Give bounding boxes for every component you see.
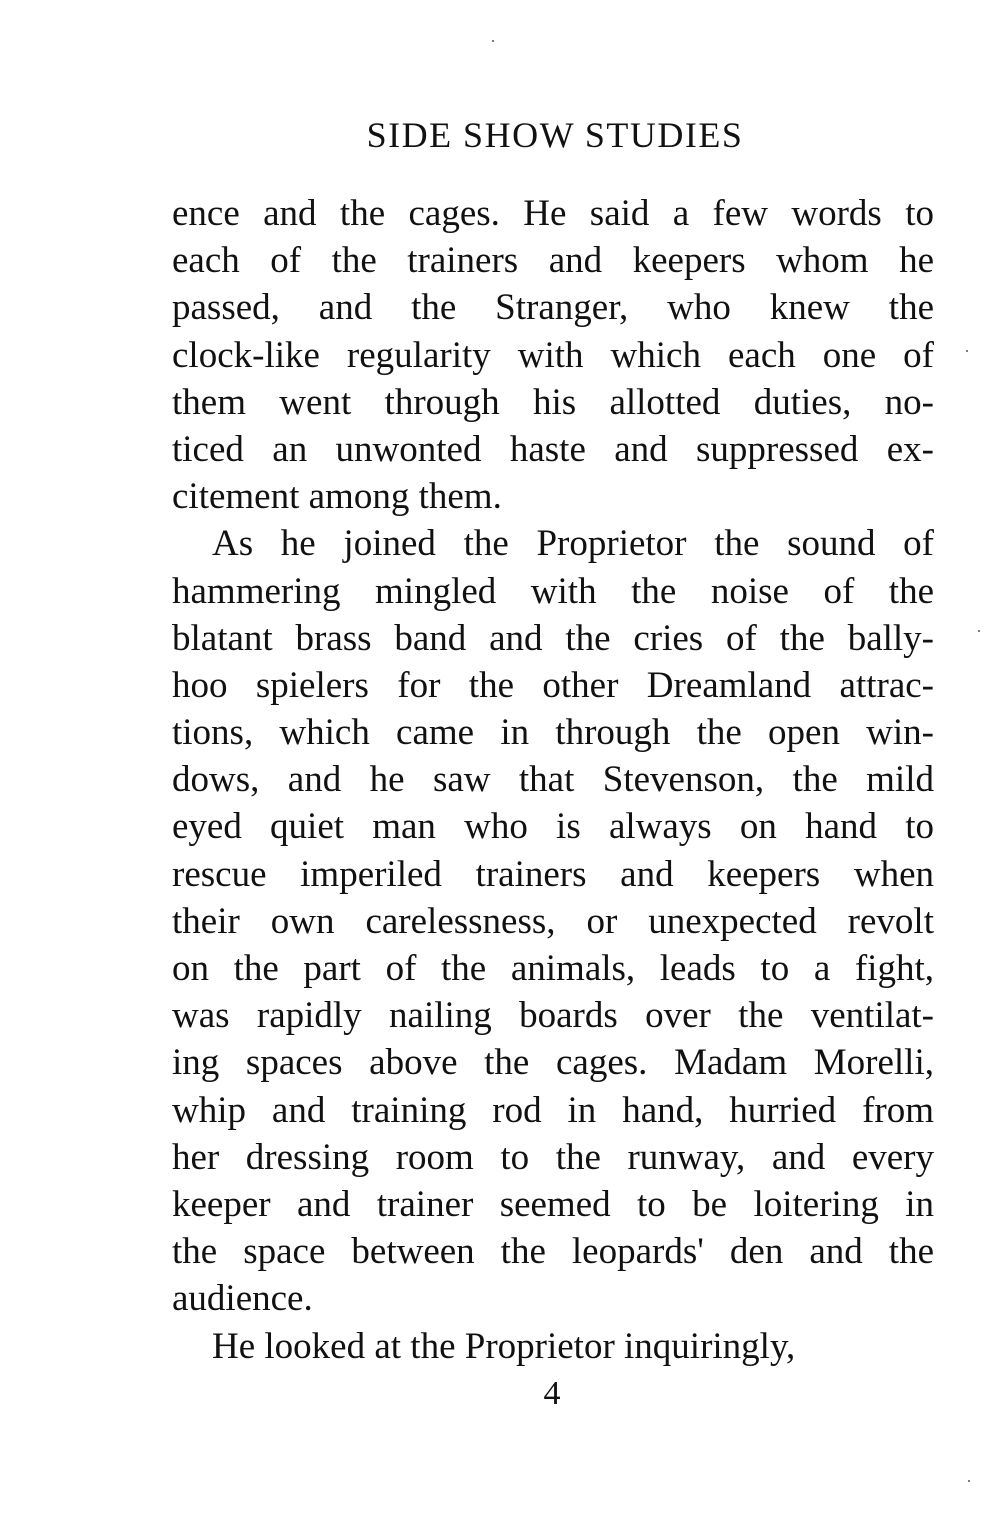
running-head: SIDE SHOW STUDIES [366, 115, 744, 155]
scan-speck [966, 350, 968, 352]
text-line: blatant brass band and the cries of the bally- [172, 617, 934, 659]
text-line: rescue imperiled trainers and keepers when [172, 853, 934, 895]
text-line: ticed an unwonted haste and suppressed ex- [172, 428, 934, 470]
text-line: tions, which came in through the open win- [172, 712, 934, 754]
text-line: the space between the leopards' den and the [172, 1231, 934, 1273]
text-line: was rapidly nailing boards over the ventilat- [172, 995, 934, 1037]
text-line: their own carelessness, or unexpected revolt [172, 900, 934, 942]
text-line: them went through his allotted duties, no- [172, 381, 934, 423]
body-text [172, 190, 934, 1370]
scan-speck [492, 40, 494, 42]
scan-speck [968, 1480, 970, 1482]
text-line: passed, and the Stranger, who knew the [172, 287, 934, 329]
text-line: As he joined the Proprietor the sound of [212, 523, 934, 565]
text-line: clock-like regularity with which each one of [172, 334, 934, 376]
text-line: He looked at the Proprietor inquiringly, [212, 1325, 796, 1367]
text-line: on the part of the animals, leads to a fight, [172, 948, 934, 989]
text-line: citement among them. [172, 476, 502, 518]
text-line: ence and the cages. He said a few words to [172, 193, 934, 234]
text-line: keeper and trainer seemed to be loitering in [172, 1183, 934, 1225]
text-line: each of the trainers and keepers whom he [172, 240, 934, 282]
page-number: 4 [543, 1375, 561, 1412]
text-line: whip and training rod in hand, hurried from [172, 1089, 934, 1131]
text-line: hammering mingled with the noise of the [172, 570, 934, 612]
text-line: her dressing room to the runway, and every [172, 1136, 934, 1178]
text-line: hoo spielers for the other Dreamland attrac- [172, 664, 934, 706]
text-line: audience. [172, 1278, 313, 1320]
text-line: eyed quiet man who is always on hand to [172, 806, 934, 848]
text-line: dows, and he saw that Stevenson, the mild [172, 759, 934, 801]
scan-speck [978, 630, 980, 632]
text-line: ing spaces above the cages. Madam Morelli, [172, 1042, 934, 1084]
